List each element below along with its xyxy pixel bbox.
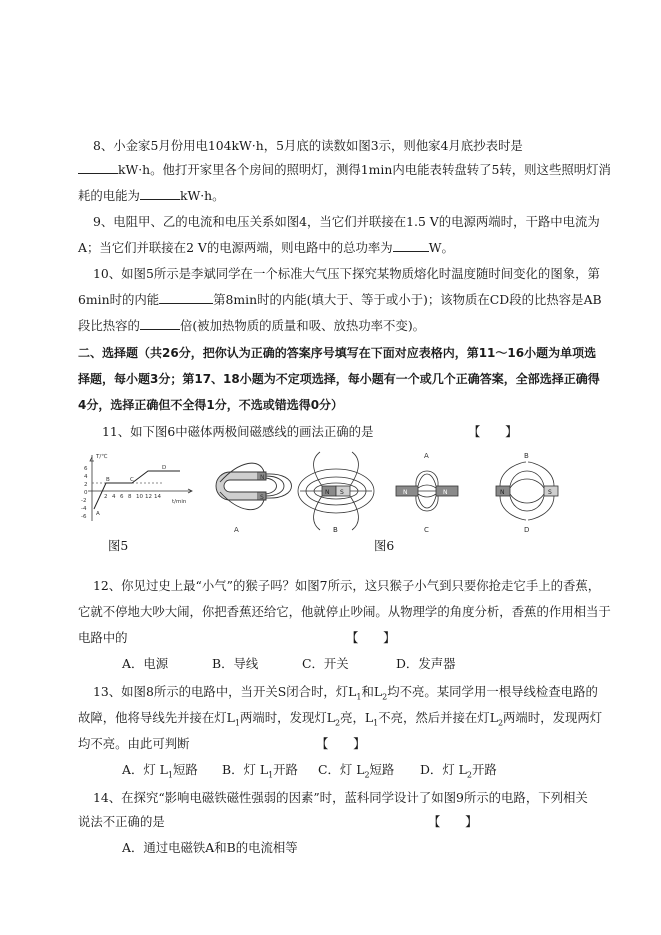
q13-text: 两端时，发现灯L xyxy=(240,710,335,725)
x-tick: 10 xyxy=(136,494,143,500)
q10-line3-tail: 倍(被加热物质的质量和吸、放热功率不变)。 xyxy=(179,318,426,333)
pole-label: N xyxy=(325,489,330,496)
option-label-b: B xyxy=(333,526,338,534)
q9-line2-tail: W。 xyxy=(428,240,454,255)
q8-line1: 8、小金家5月份用电104kW·h，5月底的读数如图3示，则他家4月底抄表时是 xyxy=(93,138,523,153)
option-label-c: C xyxy=(424,526,429,534)
q10-line2-tail: 第8min时的内能(填大于、等于或小于)；该物质在CD段的比热容是AB xyxy=(213,292,602,307)
q12-option-d[interactable]: D．发声器 xyxy=(396,656,456,671)
q13-line1 xyxy=(93,684,598,705)
x-tick: 2 xyxy=(104,494,108,500)
y-tick: -6 xyxy=(81,514,87,520)
q13-text: 两端时，发现两灯 xyxy=(503,710,603,725)
pole-label: N xyxy=(260,474,265,481)
q10-line1: 10、如图5所示是李斌同学在一个标准大气压下探究某物质熔化时温度随时间变化的图象，第 xyxy=(93,266,600,281)
point-label: D xyxy=(162,465,167,471)
answer-blank[interactable] xyxy=(140,318,180,330)
q8-line2-text: kW·h。他打开家里各个房间的照明灯，测得1min内电能表转盘转了5转，则这些照明灯消 xyxy=(118,162,611,177)
q10-line2 xyxy=(78,292,602,308)
q8-line2 xyxy=(78,162,611,178)
x-tick: 4 xyxy=(112,494,116,500)
figure-5-graph xyxy=(80,449,198,525)
q14-line1: 14、在探究“影响电磁铁磁性强弱的因素”时，蓝科同学设计了如图9所示的电路，下列相关 xyxy=(93,790,588,805)
q13-text: 不亮，然后并接在灯L xyxy=(378,710,498,725)
figure-6-magnets xyxy=(200,448,560,538)
pole-label: N xyxy=(403,489,408,496)
pole-label: S xyxy=(260,494,264,501)
subscript: 1 xyxy=(234,718,241,728)
q14-answer-bracket[interactable]: 【 】 xyxy=(428,814,478,829)
q11-answer-bracket[interactable]: 【 】 xyxy=(468,424,518,439)
y-tick: 2 xyxy=(84,482,88,488)
q13-text: 13、如图8所示的电路中，当开关S闭合时，灯L xyxy=(93,684,357,699)
x-tick: 6 xyxy=(120,494,124,500)
answer-blank[interactable] xyxy=(78,162,118,174)
q11-line: 11、如下图6中磁体两极间磁感线的画法正确的是 xyxy=(102,424,374,439)
x-tick: 12 xyxy=(145,494,152,500)
x-axis-label: t/min xyxy=(172,499,187,505)
q13-answer-bracket[interactable]: 【 】 xyxy=(316,736,366,751)
x-tick: 8 xyxy=(128,494,132,500)
y-axis-label: T/℃ xyxy=(96,454,108,460)
q8-line3 xyxy=(78,188,225,204)
q13-line3: 均不亮。由此可判断 xyxy=(78,736,190,751)
subscript: 2 xyxy=(382,692,388,702)
answer-blank[interactable] xyxy=(159,292,213,304)
q13-option-b[interactable]: B．灯 $L_1$开路 xyxy=(222,762,298,780)
answer-blank[interactable] xyxy=(393,240,429,252)
subscript: 1 xyxy=(373,718,379,728)
y-tick: 6 xyxy=(84,466,88,472)
section2-line2: 择题，每小题3分；第17、18小题为不定项选择，每小题有一个或几个正确答案，全部选择正确得 xyxy=(78,372,600,386)
q10-line3 xyxy=(78,318,425,334)
q12-option-c[interactable]: C．开关 xyxy=(302,656,349,671)
point-label: B xyxy=(106,477,110,483)
q12-option-a[interactable]: A．电源 xyxy=(122,656,169,671)
q13-option-a[interactable]: A．灯 $L_1$短路 xyxy=(122,762,198,780)
q13-line2 xyxy=(78,710,602,731)
figure-5-caption: 图5 xyxy=(108,538,129,553)
q13-text: 和L xyxy=(361,684,383,699)
q12-option-b[interactable]: B．导线 xyxy=(212,656,259,671)
q8-line3-text: 耗的电能为 xyxy=(78,188,140,203)
pole-label: N xyxy=(500,489,505,496)
option-label-d-top: B xyxy=(524,452,529,460)
y-tick: -4 xyxy=(81,506,87,512)
q10-line2-text: 6min时的内能 xyxy=(78,292,160,307)
option-label-c-top: A xyxy=(424,452,429,460)
option-label-d: D xyxy=(524,526,530,534)
q13-option-d[interactable]: D．灯 $L_2$开路 xyxy=(420,762,497,780)
q12-answer-bracket[interactable]: 【 】 xyxy=(346,630,396,645)
option-label-a: A xyxy=(234,526,239,534)
section2-line1: 二、选择题（共26分，把你认为正确的答案序号填写在下面对应表格内，第11～16小题为单项选 xyxy=(78,346,597,360)
magnet-b xyxy=(298,452,374,530)
y-tick: -2 xyxy=(81,498,87,504)
figure-6-caption: 图6 xyxy=(374,538,395,553)
point-label: C xyxy=(130,477,134,483)
subscript: 2 xyxy=(497,718,504,728)
section2-line3: 4分，选择正确但不全得1分，不选或错选得0分） xyxy=(78,398,344,412)
pole-label: N xyxy=(443,489,448,496)
answer-blank[interactable] xyxy=(140,188,180,200)
q13-text: 故障，他将导线先并接在灯L xyxy=(78,710,235,725)
pole-label: S xyxy=(340,489,344,496)
q13-option-c[interactable]: C．灯 $L_2$短路 xyxy=(318,762,395,780)
q12-line1: 12、你见过史上最“小气”的猴子吗？如图7所示，这只猴子小气到只要你抢走它手上的香蕉， xyxy=(93,578,601,593)
x-tick: 14 xyxy=(154,494,161,500)
subscript: 2 xyxy=(334,718,341,728)
q9-line2 xyxy=(78,240,454,256)
q8-line3-tail: kW·h。 xyxy=(179,188,225,203)
q14-line2: 说法不正确的是 xyxy=(78,814,165,829)
q13-text: 亮，L xyxy=(340,710,374,725)
y-tick: 0 xyxy=(84,490,88,496)
q9-line1: 9、电阻甲、乙的电流和电压关系如图4，当它们并联接在1.5 V的电源两端时，干路中电流为 xyxy=(93,214,600,229)
magnet-a xyxy=(216,463,292,510)
q13-text: 均不亮。某同学用一根导线检查电路的 xyxy=(387,684,598,699)
point-label: A xyxy=(96,511,100,517)
y-tick: 4 xyxy=(84,474,88,480)
q12-line2: 它就不停地大吵大闹，你把香蕉还给它，他就停止吵闹。从物理学的角度分析，香蕉的作用相当于 xyxy=(78,604,611,619)
pole-label: S xyxy=(548,489,552,496)
q10-line3-text: 段比热容的 xyxy=(78,318,140,333)
q9-line2-text: A；当它们并联接在2 V的电源两端，则电路中的总功率为 xyxy=(78,240,393,255)
subscript: 1 xyxy=(356,692,362,702)
q14-option-a[interactable]: A．通过电磁铁A和B的电流相等 xyxy=(122,840,298,855)
q12-line3: 电路中的 xyxy=(78,630,128,645)
